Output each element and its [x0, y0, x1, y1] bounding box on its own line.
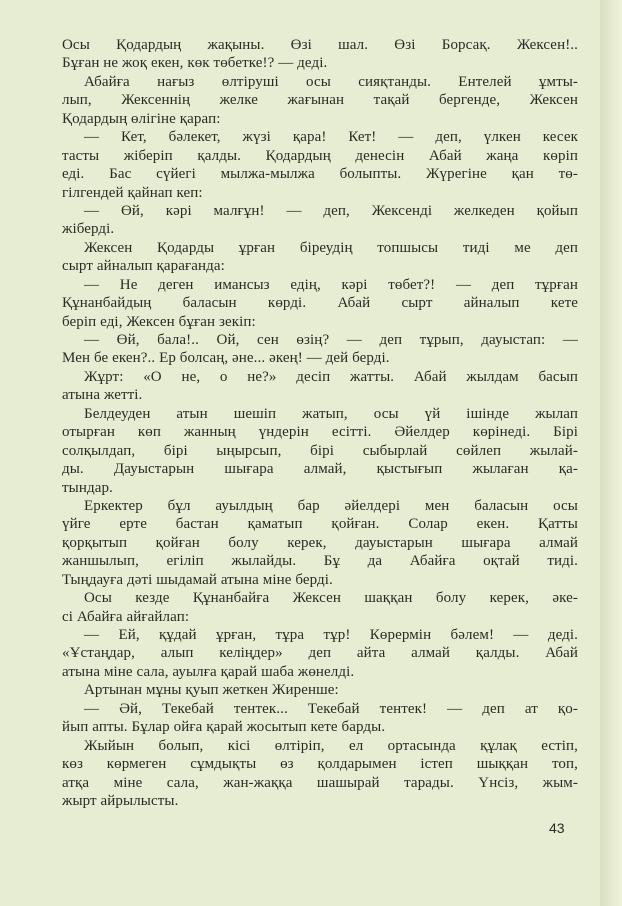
page-edge: [600, 0, 622, 906]
text-line: — Әй, Текебай тентек... Текебай тентек! — деп ат қо-: [84, 700, 578, 717]
text-line: «Ұстаңдар, алып келіңдер» деп айта алмай қалды. Абай: [62, 645, 578, 662]
text-line: — Өй, бала!.. Ой, сен өзің? — деп тұрып, дауыстап: —: [84, 332, 578, 348]
text-line: жаншылып, егіліп жылайды. Бұ да Абайға оқтай тиді.: [62, 553, 578, 570]
text-line: гілгендей қайнап кеп:: [62, 184, 203, 201]
text-line: — Ей, құдай ұрған, тұра тұр! Көрермін бәлем! — деді.: [84, 627, 578, 643]
text-line: Осы Қодардың жақыны. Өзі шал. Өзі Борсақ. Жексен!..: [62, 37, 578, 53]
text-line: солқылдап, бірі ыңырсып, бірі сыбырлай сөйлеп жылай-: [62, 442, 578, 459]
text-line: беріп еді, Жексен бұған зекіп:: [62, 313, 256, 330]
text-line: Бұған не жоқ екен, көк төбетке!? — деді.: [62, 55, 328, 72]
text-line: Мен бе екен?.. Ер болсаң, әне... әкең! — дей берді.: [62, 350, 390, 367]
text-line: тындар.: [62, 479, 113, 496]
body-text: [62, 36, 578, 810]
text-line: Белдеуден атын шешіп жатып, осы үй ішінде жылап: [84, 405, 578, 422]
text-line: жырт айрылысты.: [62, 792, 179, 809]
text-line: лып, Жексеннің желке жағынан тақай бергенде, Жексен: [62, 92, 578, 109]
text-line: тасты жіберіп қалды. Қодардың денесін Абай жаңа көріп: [62, 147, 578, 164]
text-line: сі Абайға айғайлап:: [62, 608, 190, 625]
text-line: қорқытып қойған болу керек, дауыстарын шығара алмай: [62, 534, 578, 551]
text-line: Қодардың өлігіне қарап:: [62, 110, 221, 127]
text-line: Еркектер бұл ауылдың бар әйелдері мен баласын осы: [84, 497, 578, 514]
page-number: 43: [549, 820, 565, 836]
text-line: атқа міне сала, жан-жаққа шашырай тарады. Үнсіз, жым-: [62, 774, 578, 791]
text-line: — Не деген имансыз едің, кәрі төбет?! — деп тұрған: [84, 276, 578, 293]
text-line: Құнанбайдың баласын көрді. Абай сырт айналып кете: [62, 295, 578, 312]
text-line: үйге ерте бастан қаматып қойған. Солар екен. Қатты: [62, 516, 578, 533]
text-line: сырт айналып қарағанда:: [62, 258, 225, 275]
text-line: йып апты. Бұлар ойға қарай жосытып кете барды.: [62, 719, 386, 736]
text-line: көз көрмеген сұмдықты өз қолдарымен істеп шыққан топ,: [62, 756, 578, 773]
text-line: — Өй, кәрі малғұн! — деп, Жексенді желкеден қойып: [84, 202, 578, 219]
text-line: Артынан мұны қуып жеткен Жиренше:: [84, 682, 339, 699]
text-line: Жексен Қодарды ұрған біреудің топшысы тиді ме деп: [84, 239, 578, 256]
text-line: атына міне сала, ауылға қарай шаба жөнелді.: [62, 663, 355, 680]
text-line: Осы кезде Құнанбайға Жексен шаққан болу керек, әке-: [84, 590, 578, 607]
text-line: Жұрт: «О не, о не?» десіп жатты. Абай жылдам басып: [84, 368, 578, 385]
text-line: ды. Дауыстарын шығара алмай, қыстығып жылаған қа-: [62, 461, 578, 478]
text-line: Тыңдауға дәті шыдамай атына міне берді.: [62, 571, 333, 588]
text-line: — Кет, бәлекет, жүзі қара! Кет! — деп, үлкен кесек: [84, 129, 578, 146]
text-line: жіберді.: [62, 221, 115, 238]
text-line: Абайға нағыз өлтіруші осы сияқтанды. Ентелей ұмты-: [84, 73, 578, 90]
text-line: Жыйын болып, кісі өлтіріп, ел ортасында құлақ естіп,: [84, 737, 578, 754]
text-line: отырған көп жанның үндерін есітті. Әйелдер көрінеді. Бірі: [62, 424, 578, 441]
text-line: еді. Бас сүйегі мылжа-мылжа болыпты. Жүрегіне қан тө-: [62, 166, 578, 183]
text-line: атына жетті.: [62, 387, 143, 404]
